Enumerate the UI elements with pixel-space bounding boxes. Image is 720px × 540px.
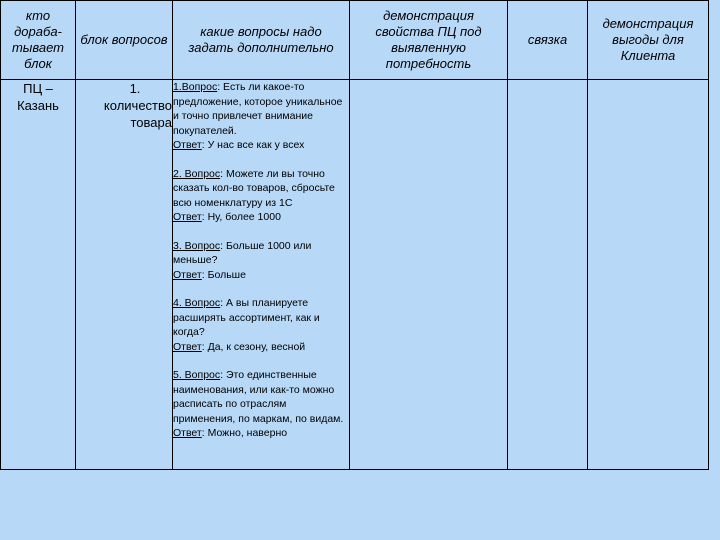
header-block: блок вопросов bbox=[76, 1, 173, 80]
header-demo-property: демонстрация свойства ПЦ под выявленную потребность bbox=[350, 1, 508, 80]
block-name: количество товара bbox=[103, 98, 172, 130]
question-text: : А вы планируете расширять ассортимент, как и когда? bbox=[173, 297, 320, 338]
answer-label: Ответ bbox=[173, 211, 202, 223]
answer-text: : У нас все как у всех bbox=[201, 139, 305, 151]
answer-label: Ответ bbox=[173, 427, 202, 439]
answer-label: Ответ bbox=[173, 340, 202, 353]
question-text: : Это единственные наименования, или как-то можно расписать по отраслям применения, по маркам, по видам. bbox=[173, 369, 344, 425]
answer-label: Ответ bbox=[173, 139, 202, 151]
header-demo-benefit: демонстрация выгоды для Клиента bbox=[588, 1, 709, 80]
answer-text: : Можно, наверно bbox=[201, 427, 288, 439]
question-label: 4. Вопрос bbox=[173, 297, 221, 309]
question-label: 1.Вопрос bbox=[173, 81, 218, 93]
answer-text: : Больше bbox=[201, 268, 246, 281]
answer-text: : Да, к сезону, весной bbox=[201, 340, 306, 353]
question-item bbox=[173, 167, 349, 225]
cell-block bbox=[76, 80, 173, 470]
block-number: 1. bbox=[129, 81, 141, 96]
question-text: : Больше 1000 или меньше? bbox=[173, 239, 312, 266]
table-row bbox=[1, 80, 709, 470]
cell-link bbox=[508, 80, 588, 470]
question-item bbox=[173, 80, 349, 153]
question-text: : Есть ли какое-то предложение, которое уникальное и точно привлечет внимание покупателей. bbox=[173, 81, 343, 137]
header-who: кто дораба- тывает блок bbox=[1, 1, 76, 80]
header-questions: какие вопросы надо задать дополнительно bbox=[173, 1, 350, 80]
question-item bbox=[173, 296, 349, 354]
cell-demo-benefit bbox=[588, 80, 709, 470]
question-item bbox=[173, 368, 349, 441]
cell-who: ПЦ – Казань bbox=[1, 80, 76, 470]
header-row bbox=[1, 1, 709, 80]
answer-text: : Ну, более 1000 bbox=[201, 211, 281, 223]
question-list bbox=[173, 80, 349, 441]
question-label: 2. Вопрос bbox=[173, 167, 221, 180]
header-link: связка bbox=[508, 1, 588, 80]
cell-questions bbox=[173, 80, 350, 470]
question-label: 3. Вопрос bbox=[173, 239, 221, 252]
question-item bbox=[173, 239, 349, 283]
cell-demo-property bbox=[350, 80, 508, 470]
answer-label: Ответ bbox=[173, 268, 202, 281]
question-text: : Можете ли вы точно сказать кол-во товаров, сбросьте всю номенклатуру из 1С bbox=[173, 167, 335, 209]
question-label: 5. Вопрос bbox=[173, 369, 221, 381]
